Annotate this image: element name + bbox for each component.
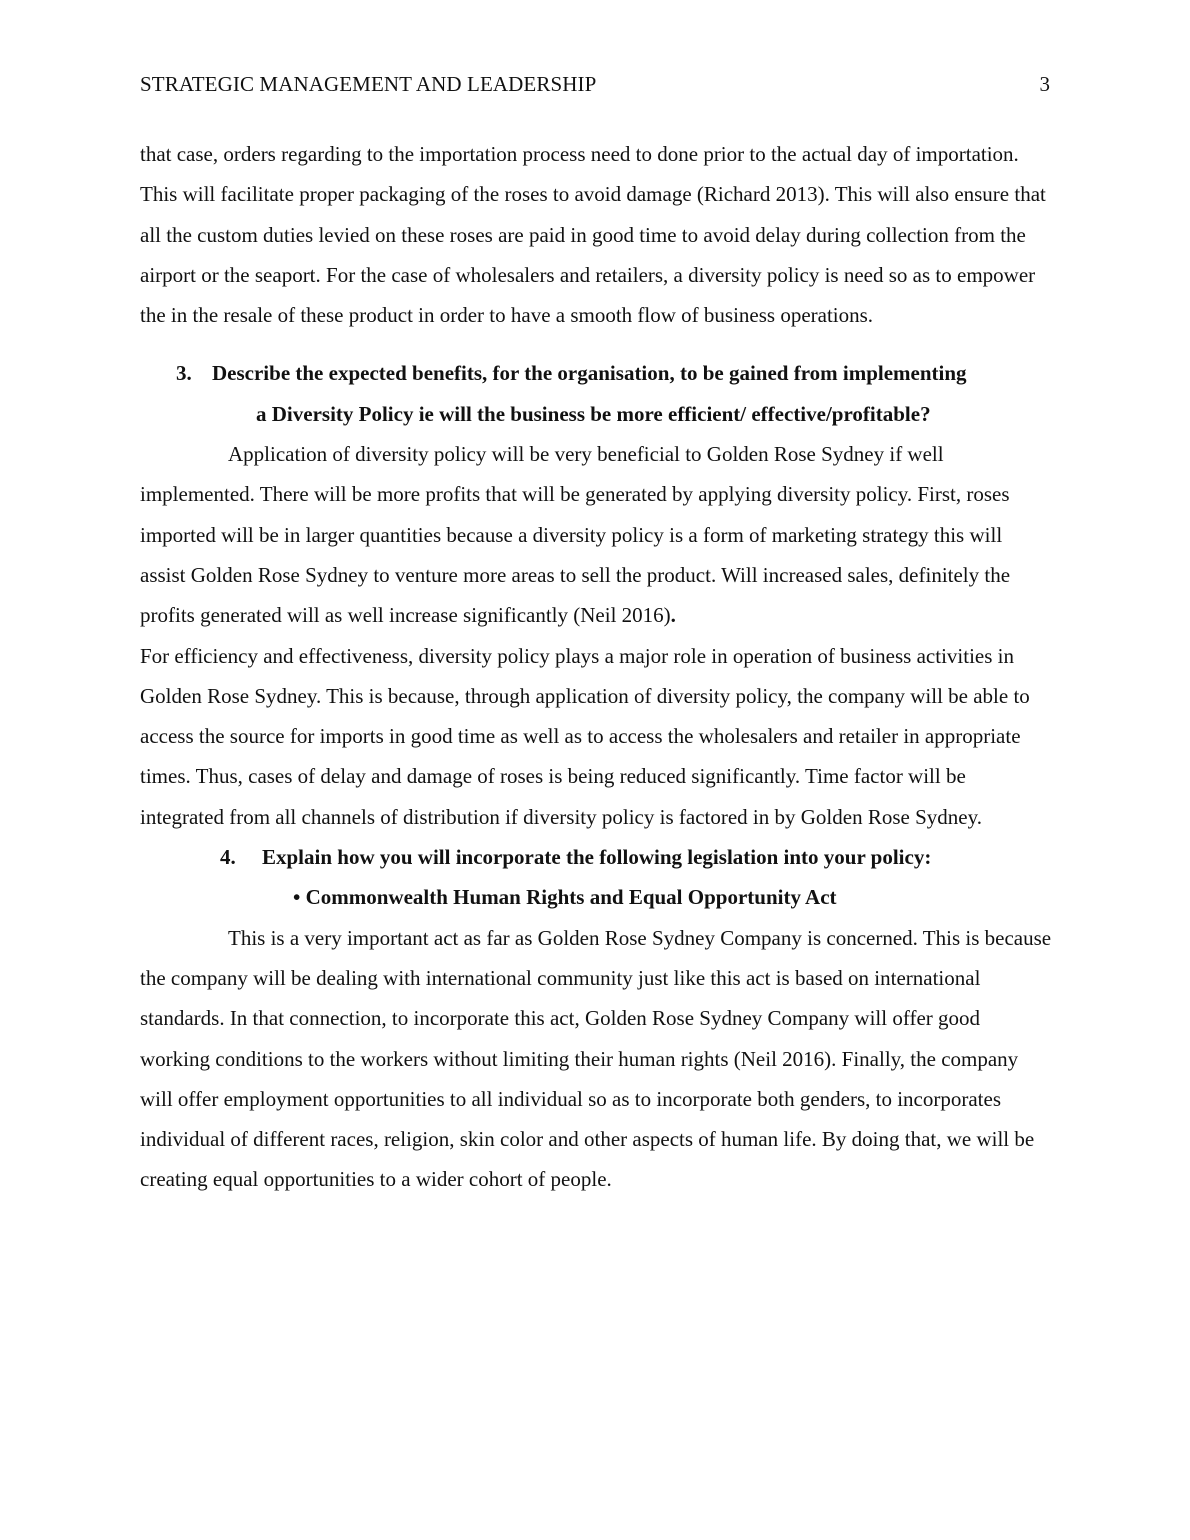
heading-text: Explain how you will incorporate the following legislation into your policy: — [262, 845, 932, 870]
page-number: 3 — [1039, 72, 1050, 96]
heading-line-1: Describe the expected benefits, for the organisation, to be gained from implementing — [212, 361, 967, 386]
paragraph-benefits — [140, 434, 1052, 635]
subheading-legislation: • Commonwealth Human Rights and Equal Opportunity Act — [293, 885, 837, 910]
heading-line-2: a Diversity Policy ie will the business be more efficient/ effective/profitable? — [256, 401, 931, 426]
paragraph-benefits-text: Application of diversity policy will be very beneficial to Golden Rose Sydney if well implemented. There will be more profits that will be generated by applying diversity policy. First, roses imported will be in larger quantities because a diversity policy is a form of marketing strategy this will assist Golden Rose Sydney to venture more areas to sell the product. Will increased sales, definitely the profits generated will as well increase significantly (Neil 2016) — [140, 442, 1011, 628]
paragraph-benefits-period: . — [670, 603, 676, 628]
paragraph-continuation: that case, orders regarding to the importation process need to done prior to the actual day of importation. This will facilitate proper packaging of the roses to avoid damage (Richard 2013). This will also ensure that all the custom duties levied on these roses are paid in good time to avoid delay during collection from the airport or the seaport. For the case of wholesalers and retailers, a diversity policy is need so as to empower the in the resale of these product in order to have a smooth flow of business operations. — [140, 142, 1046, 328]
heading-number: 4. — [220, 845, 236, 870]
heading-question-3 — [140, 353, 1052, 434]
paragraph-legislation: This is a very important act as far as Golden Rose Sydney Company is concerned. This is because the company will be dealing with international community just like this act is based on international standards. In that connection, to incorporate this act, Golden Rose Sydney Company will offer good working conditions to the workers without limiting their human rights (Neil 2016). Finally, the company will offer employment opportunities to all individual so as to incorporate both genders, to incorporates individual of different races, religion, skin color and other aspects of human life. By doing that, we will be creating equal opportunities to a wider cohort of people. — [140, 925, 1052, 1192]
document-body — [140, 134, 1052, 1200]
paragraph-efficiency: For efficiency and effectiveness, diversity policy plays a major role in operation of business activities in Golden Rose Sydney. This is because, through application of diversity policy, the company will be able to access the source for imports in good time as well as to access the wholesalers and retailer in appropriate times. Thus, cases of delay and damage of roses is being reduced significantly. Time factor will be integrated from all channels of distribution if diversity policy is factored in by Golden Rose Sydney. — [140, 643, 1030, 829]
header-title: STRATEGIC MANAGEMENT AND LEADERSHIP — [140, 72, 597, 96]
heading-question-4 — [140, 837, 1052, 877]
heading-number: 3. — [176, 361, 192, 386]
